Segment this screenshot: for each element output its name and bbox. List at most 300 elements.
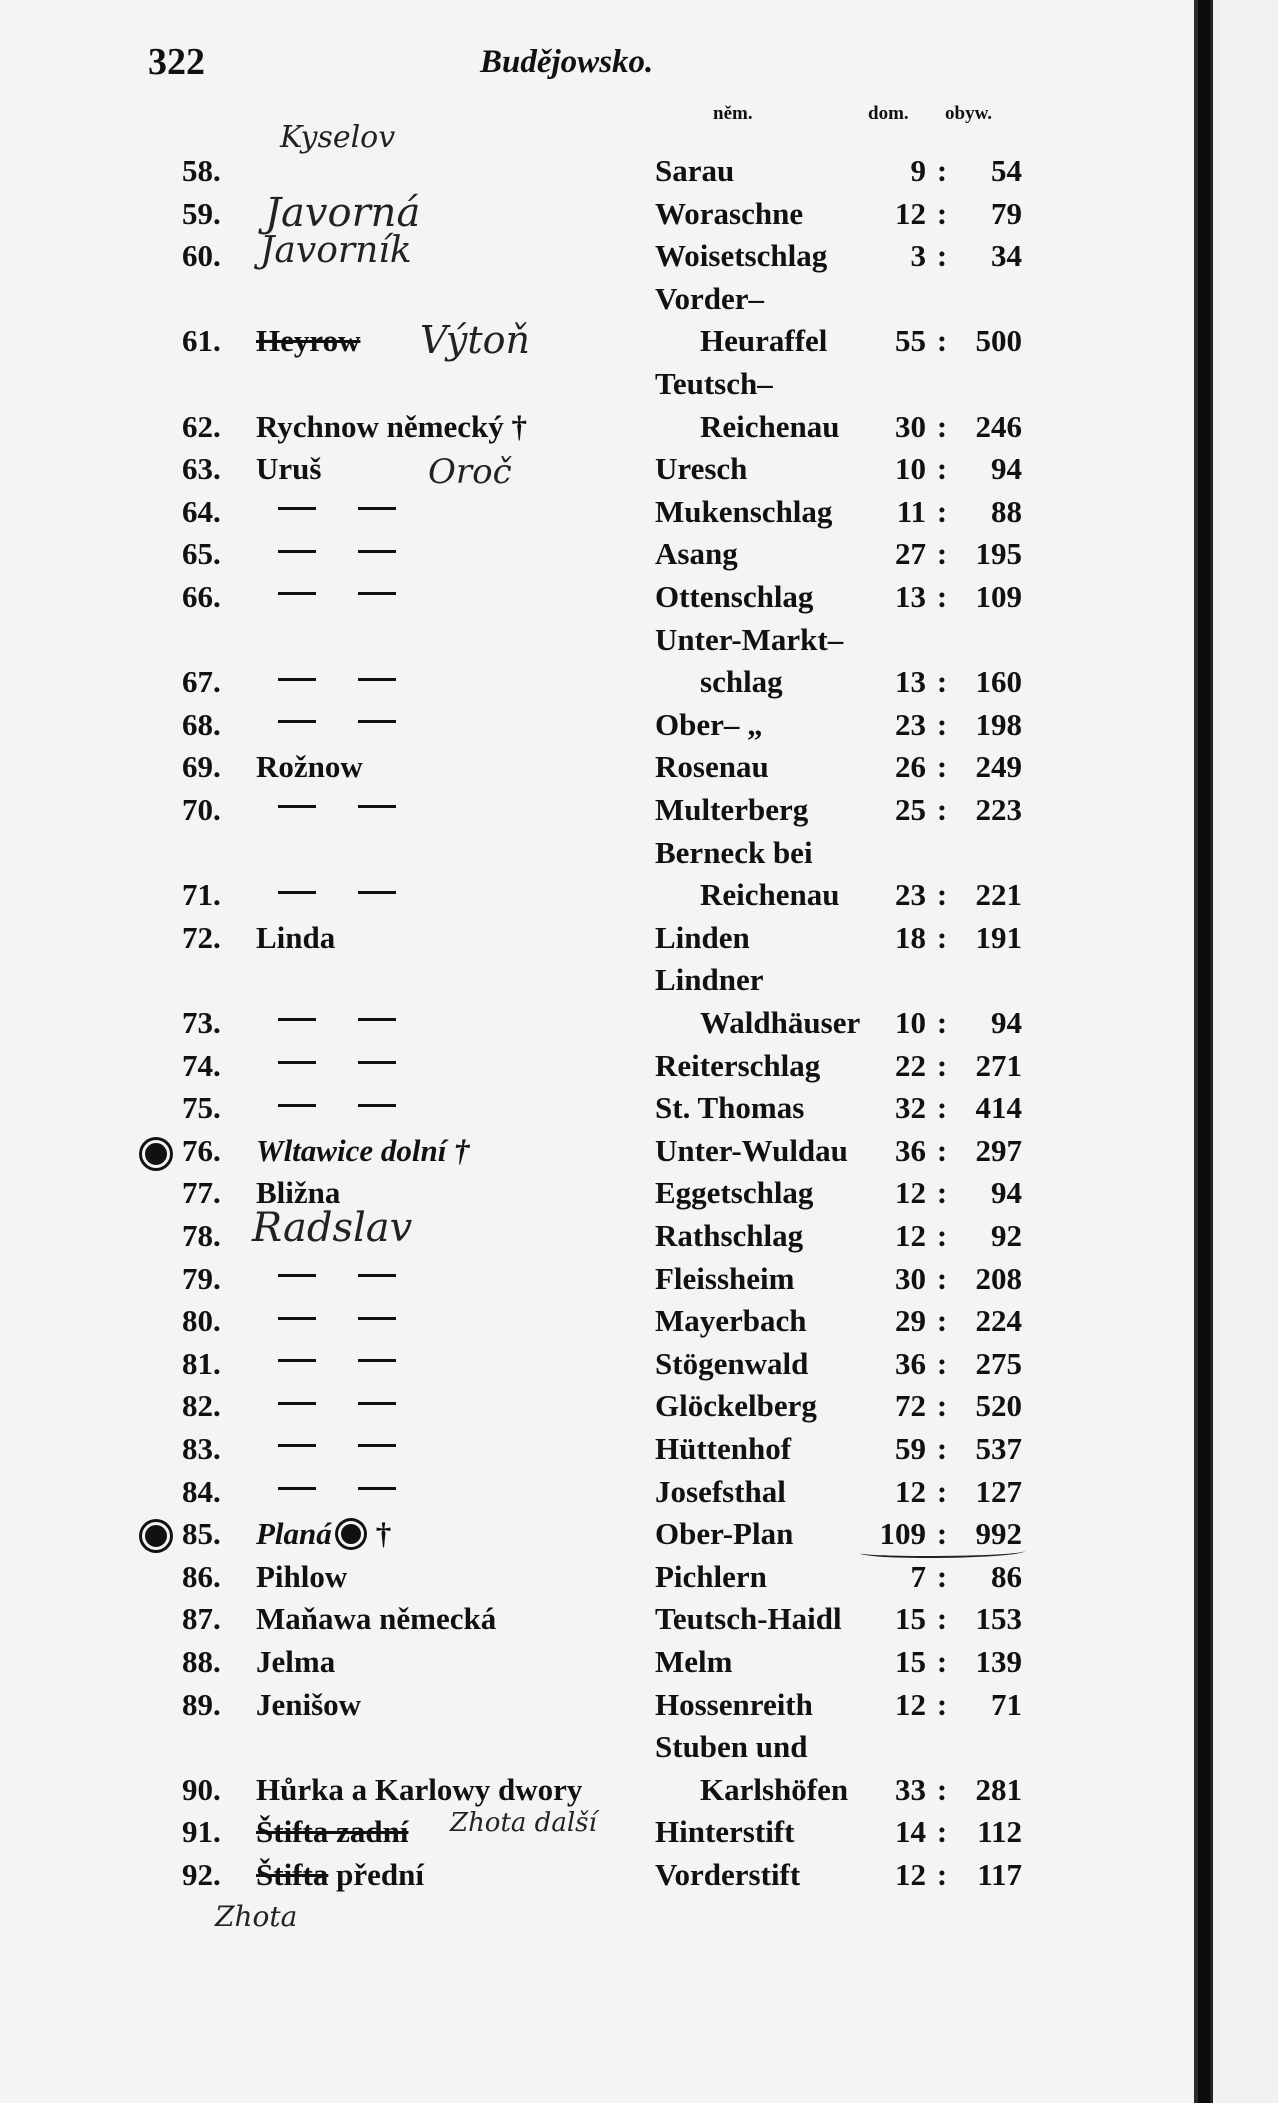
ditto-dash [358,550,396,553]
german-name: Ottenschlag [655,579,814,614]
population-count: 208 [975,1260,1022,1296]
entry-row [0,150,1194,192]
separator-colon: : [936,877,948,913]
houses-count: 12 [895,1218,926,1253]
ditto-dash [278,1274,316,1277]
entry-row [0,1556,1194,1598]
entry-number: 65. [182,536,221,572]
entry-row [0,1641,1194,1683]
handwritten-note-58: Kyselov [280,120,396,155]
entry-number: 81. [182,1345,221,1381]
ditto-dash [358,805,396,808]
german-name: Lindner [655,962,764,998]
ditto-dash [358,1274,396,1277]
entry-row [0,1471,1194,1513]
czech-name [256,406,527,448]
czech-name [278,533,438,575]
ditto-dash [278,507,316,510]
german-name: Unter-Markt– [655,621,844,657]
german-name: Reiterschlag [655,1047,821,1083]
entry-number: 90. [182,1771,221,1807]
houses-count: 23 [895,706,926,742]
entry-number: 64. [182,493,221,529]
houses-count: 12 [895,1175,926,1211]
entry-row [0,491,1194,533]
entry-row [0,406,1194,448]
ditto-dash [278,592,316,595]
houses-count: 15 [895,1601,926,1637]
german-name: Sarau [655,153,735,188]
separator-colon: : [936,1132,948,1168]
population-count: 249 [975,749,1022,785]
population-count: 221 [975,877,1022,913]
german-name: Reichenau [700,877,840,913]
german-name: Ober-Plan [655,1516,794,1552]
ditto-dash [358,1317,396,1320]
separator-colon: : [936,579,948,614]
population-count: 86 [991,1558,1022,1594]
czech-name [256,1598,496,1640]
entry-number: 79. [182,1260,221,1296]
population-count: 224 [975,1303,1022,1339]
separator-colon: : [936,1303,948,1339]
czech-name [278,661,438,703]
bullet-icon [142,1140,170,1168]
entry-number: 77. [182,1175,221,1211]
ditto-dash [278,1487,316,1490]
houses-count: 72 [895,1388,926,1424]
population-count: 195 [975,536,1022,572]
entry-number: 66. [182,579,221,614]
entry-number: 89. [182,1686,221,1722]
entry-row [0,1428,1194,1470]
german-name: Heuraffel [700,323,828,359]
separator-colon: : [936,1857,948,1892]
separator-colon: : [936,1005,948,1040]
population-count: 191 [975,919,1022,955]
entry-row [0,789,1194,831]
czech-name [256,1556,347,1598]
german-name: Mukenschlag [655,493,833,529]
separator-colon: : [936,792,948,827]
separator-colon: : [936,1644,948,1679]
entry-row [0,1130,1194,1172]
houses-count: 14 [895,1814,926,1850]
czech-name [278,1087,438,1129]
german-name: Hüttenhof [655,1431,792,1466]
czech-name [278,874,438,916]
column-header-obyw: obyw. [945,103,992,124]
houses-count: 22 [895,1047,926,1083]
separator-colon: : [936,493,948,529]
separator-colon: : [936,1516,948,1552]
houses-count: 18 [895,919,926,955]
german-name: Multerberg [655,792,809,827]
population-count: 992 [975,1516,1022,1552]
entry-number: 70. [182,792,221,827]
houses-count: 12 [895,1686,926,1722]
separator-colon: : [936,706,948,742]
population-count: 88 [991,493,1022,529]
houses-count: 3 [910,238,926,274]
separator-colon: : [936,1175,948,1211]
entry-row [0,576,1194,618]
separator-colon: : [936,1431,948,1466]
entry-row [0,704,1194,746]
entry-row [0,746,1194,788]
ditto-dash [278,1359,316,1362]
population-count: 127 [975,1473,1022,1509]
czech-name [278,704,438,746]
handwritten-note-91: Zhota další [450,1808,597,1838]
entry-row [0,1343,1194,1385]
entry-row [0,1811,1194,1853]
entry-row [0,1087,1194,1129]
running-title: Budějowsko. [480,44,654,80]
entry-row [0,619,1194,661]
german-name: Uresch [655,451,748,487]
population-count: 109 [975,579,1022,614]
german-name: Karlshöfen [700,1771,849,1807]
houses-count: 59 [895,1431,926,1466]
entry-number: 78. [182,1218,221,1253]
population-count: 117 [977,1857,1022,1892]
bullet-icon [338,1521,364,1547]
german-name: Melm [655,1644,733,1679]
czech-name [256,1513,391,1555]
czech-name [256,1130,470,1172]
entry-number: 76. [182,1132,221,1168]
separator-colon: : [936,1686,948,1722]
entry-row [0,832,1194,874]
entry-row [0,533,1194,575]
entry-row [0,363,1194,405]
czech-name [256,448,321,490]
german-name: Teutsch– [655,366,773,401]
population-count: 54 [991,153,1022,188]
german-name: Pichlern [655,1558,767,1594]
ditto-dash [358,1487,396,1490]
entry-number: 63. [182,451,221,487]
german-name: Ober– „ [655,706,763,742]
population-count: 94 [991,1175,1022,1211]
czech-name [278,1385,438,1427]
entry-row [0,1385,1194,1427]
czech-name [256,746,363,788]
houses-count: 23 [895,877,926,913]
separator-colon: : [936,323,948,359]
population-count: 198 [975,706,1022,742]
ditto-dash [278,1402,316,1405]
population-count: 281 [975,1771,1022,1807]
czech-name-text: Štifta zadní [256,1814,409,1850]
population-count: 297 [975,1132,1022,1168]
czech-name [278,1428,438,1470]
page-number: 322 [148,41,205,83]
czech-name-text: Hůrka a Karlowy dwory [256,1771,583,1807]
ditto-dash [278,805,316,808]
population-count: 34 [991,238,1022,274]
ditto-dash [278,891,316,894]
separator-colon: : [936,195,948,231]
entry-row [0,1726,1194,1768]
czech-name-text: Jelma [256,1644,336,1679]
ditto-dash [358,1444,396,1447]
german-name: Eggetschlag [655,1175,814,1211]
german-name: Rosenau [655,749,769,785]
houses-count: 36 [895,1345,926,1381]
ditto-dash [278,720,316,723]
german-name: Woraschne [655,195,804,231]
czech-name [256,1641,335,1683]
ditto-dash [278,1018,316,1021]
czech-name-text: Bližna [256,1175,341,1211]
czech-name-suffix: přední [336,1857,424,1892]
population-count: 500 [975,323,1022,359]
czech-name-text: Wltawice dolní † [256,1132,470,1168]
czech-name-text: Uruš [256,451,322,487]
population-count: 92 [991,1218,1022,1253]
czech-name [278,789,438,831]
entry-number: 59. [182,195,221,231]
german-name: Woisetschlag [655,238,828,274]
entry-number: 91. [182,1814,221,1850]
separator-colon: : [936,749,948,785]
entry-row [0,959,1194,1001]
houses-count: 30 [895,408,926,444]
czech-name-text: Linda [256,919,336,955]
ditto-dash [358,1104,396,1107]
entry-number: 60. [182,238,221,274]
ditto-dash [278,1317,316,1320]
ditto-dash [358,1402,396,1405]
entry-row [0,874,1194,916]
separator-colon: : [936,153,948,188]
population-count: 520 [975,1388,1022,1424]
separator-colon: : [936,451,948,487]
entry-row [0,1769,1194,1811]
houses-count: 55 [895,323,926,359]
handwritten-note-61: Výtoň [420,318,530,362]
population-count: 153 [975,1601,1022,1637]
entry-number: 82. [182,1388,221,1424]
houses-count: 25 [895,792,926,827]
czech-name [256,917,335,959]
population-count: 94 [991,451,1022,487]
czech-name-text: Jenišow [256,1686,362,1722]
german-name: Vorderstift [655,1857,801,1892]
houses-count: 10 [895,1005,926,1040]
separator-colon: : [936,238,948,274]
separator-colon: : [936,1601,948,1637]
entry-row [0,1045,1194,1087]
czech-name [256,1854,424,1896]
population-count: 71 [991,1686,1022,1722]
population-count: 160 [975,664,1022,700]
handwritten-note-92: Zhota [215,1900,298,1933]
column-header-nem: něm. [713,103,753,124]
separator-colon: : [936,1260,948,1296]
entry-row [0,1684,1194,1726]
houses-count: 27 [895,536,926,572]
houses-count: 15 [895,1644,926,1679]
handwritten-note-60: Javorník [260,230,412,271]
ditto-dash [358,507,396,510]
entry-number: 74. [182,1047,221,1083]
population-count: 139 [975,1644,1022,1679]
entry-row [0,235,1194,277]
separator-colon: : [936,664,948,700]
ditto-dash [278,1104,316,1107]
houses-count: 30 [895,1260,926,1296]
separator-colon: : [936,1771,948,1807]
population-count: 112 [977,1814,1022,1850]
separator-colon: : [936,1218,948,1253]
entry-row [0,320,1194,362]
separator-colon: : [936,536,948,572]
entry-number: 80. [182,1303,221,1339]
houses-count: 12 [895,1473,926,1509]
population-count: 223 [975,792,1022,827]
ditto-dash [358,592,396,595]
czech-name [278,1045,438,1087]
entry-number: 88. [182,1644,221,1679]
entry-number: 58. [182,153,221,188]
entry-row [0,1258,1194,1300]
czech-name [278,1471,438,1513]
houses-count: 32 [895,1090,926,1126]
houses-count: 12 [895,195,926,231]
separator-colon: : [936,408,948,444]
entry-number: 61. [182,323,221,359]
entry-number: 67. [182,664,221,700]
entry-row [0,1598,1194,1640]
ditto-dash [358,1018,396,1021]
entry-row [0,448,1194,490]
czech-name-text: Pihlow [256,1558,348,1594]
separator-colon: : [936,1814,948,1850]
entry-number: 83. [182,1431,221,1466]
german-name: Asang [655,536,738,572]
german-name: Glöckelberg [655,1388,817,1424]
czech-name [278,1343,438,1385]
entry-row [0,1215,1194,1257]
entry-row [0,1002,1194,1044]
czech-name-text: Planá [256,1516,332,1552]
handwritten-note-78: Radslav [252,1205,413,1251]
czech-name [256,1811,408,1853]
ditto-dash [358,1061,396,1064]
german-name: Fleissheim [655,1260,795,1296]
separator-colon: : [936,1090,948,1126]
ditto-dash [358,720,396,723]
entry-number: 86. [182,1558,221,1594]
population-count: 246 [975,408,1022,444]
handwritten-note-59: Javorná [265,190,421,236]
german-name: Vorder– [655,280,765,316]
ditto-dash [358,1359,396,1362]
separator-colon: : [936,919,948,955]
german-name: Berneck bei [655,834,813,870]
houses-count: 7 [910,1558,926,1594]
column-header-dom: dom. [868,103,909,124]
entry-number: 84. [182,1473,221,1509]
houses-count: 10 [895,451,926,487]
separator-colon: : [936,1047,948,1083]
population-count: 414 [975,1090,1022,1126]
houses-count: 26 [895,749,926,785]
ditto-dash [278,550,316,553]
czech-name-suffix: † [375,1516,392,1552]
ditto-dash [278,678,316,681]
ditto-dash [358,678,396,681]
separator-colon: : [936,1558,948,1594]
population-count: 94 [991,1005,1022,1040]
entry-row [0,1854,1194,1896]
entry-number: 75. [182,1090,221,1126]
entry-number: 92. [182,1857,221,1892]
houses-count: 109 [879,1516,926,1552]
german-name: Rathschlag [655,1218,804,1253]
houses-count: 36 [895,1132,926,1168]
adjacent-page-edge [1210,0,1278,2103]
population-count: 271 [975,1047,1022,1083]
czech-name [278,1300,438,1342]
german-name: Reichenau [700,408,840,444]
german-name: Hinterstift [655,1814,795,1850]
entry-number: 72. [182,919,221,955]
houses-count: 13 [895,579,926,614]
czech-name-text: Štifta [256,1857,329,1892]
german-name: Mayerbach [655,1303,807,1339]
czech-name [256,1769,582,1811]
houses-count: 33 [895,1771,926,1807]
german-name: Unter-Wuldau [655,1132,848,1168]
entry-number: 69. [182,749,221,785]
czech-name [256,320,360,362]
czech-name [278,491,438,533]
houses-count: 11 [896,493,926,529]
population-count: 537 [975,1431,1022,1466]
german-name: Stuben und [655,1729,808,1765]
entry-row [0,661,1194,703]
czech-name [278,576,438,618]
german-name: Josefsthal [655,1473,786,1509]
separator-colon: : [936,1345,948,1381]
czech-name-text: Maňawa německá [256,1601,497,1637]
czech-name-text: Rychnow německý † [256,408,528,444]
ditto-dash [358,891,396,894]
population-count: 79 [991,195,1022,231]
entry-row [0,1172,1194,1214]
entry-row [0,193,1194,235]
czech-name [278,1002,438,1044]
handwritten-note-63: Oroč [428,452,512,492]
entry-number: 68. [182,706,221,742]
entry-row [0,1300,1194,1342]
entry-number: 85. [182,1516,221,1552]
entry-number: 62. [182,408,221,444]
separator-colon: : [936,1473,948,1509]
entry-row [0,917,1194,959]
houses-count: 12 [895,1857,926,1892]
entry-number: 73. [182,1005,221,1040]
entry-number: 87. [182,1601,221,1637]
entry-number: 71. [182,877,221,913]
czech-name-text: Heyrow [256,323,361,359]
bullet-icon [142,1522,170,1550]
ditto-dash [278,1061,316,1064]
